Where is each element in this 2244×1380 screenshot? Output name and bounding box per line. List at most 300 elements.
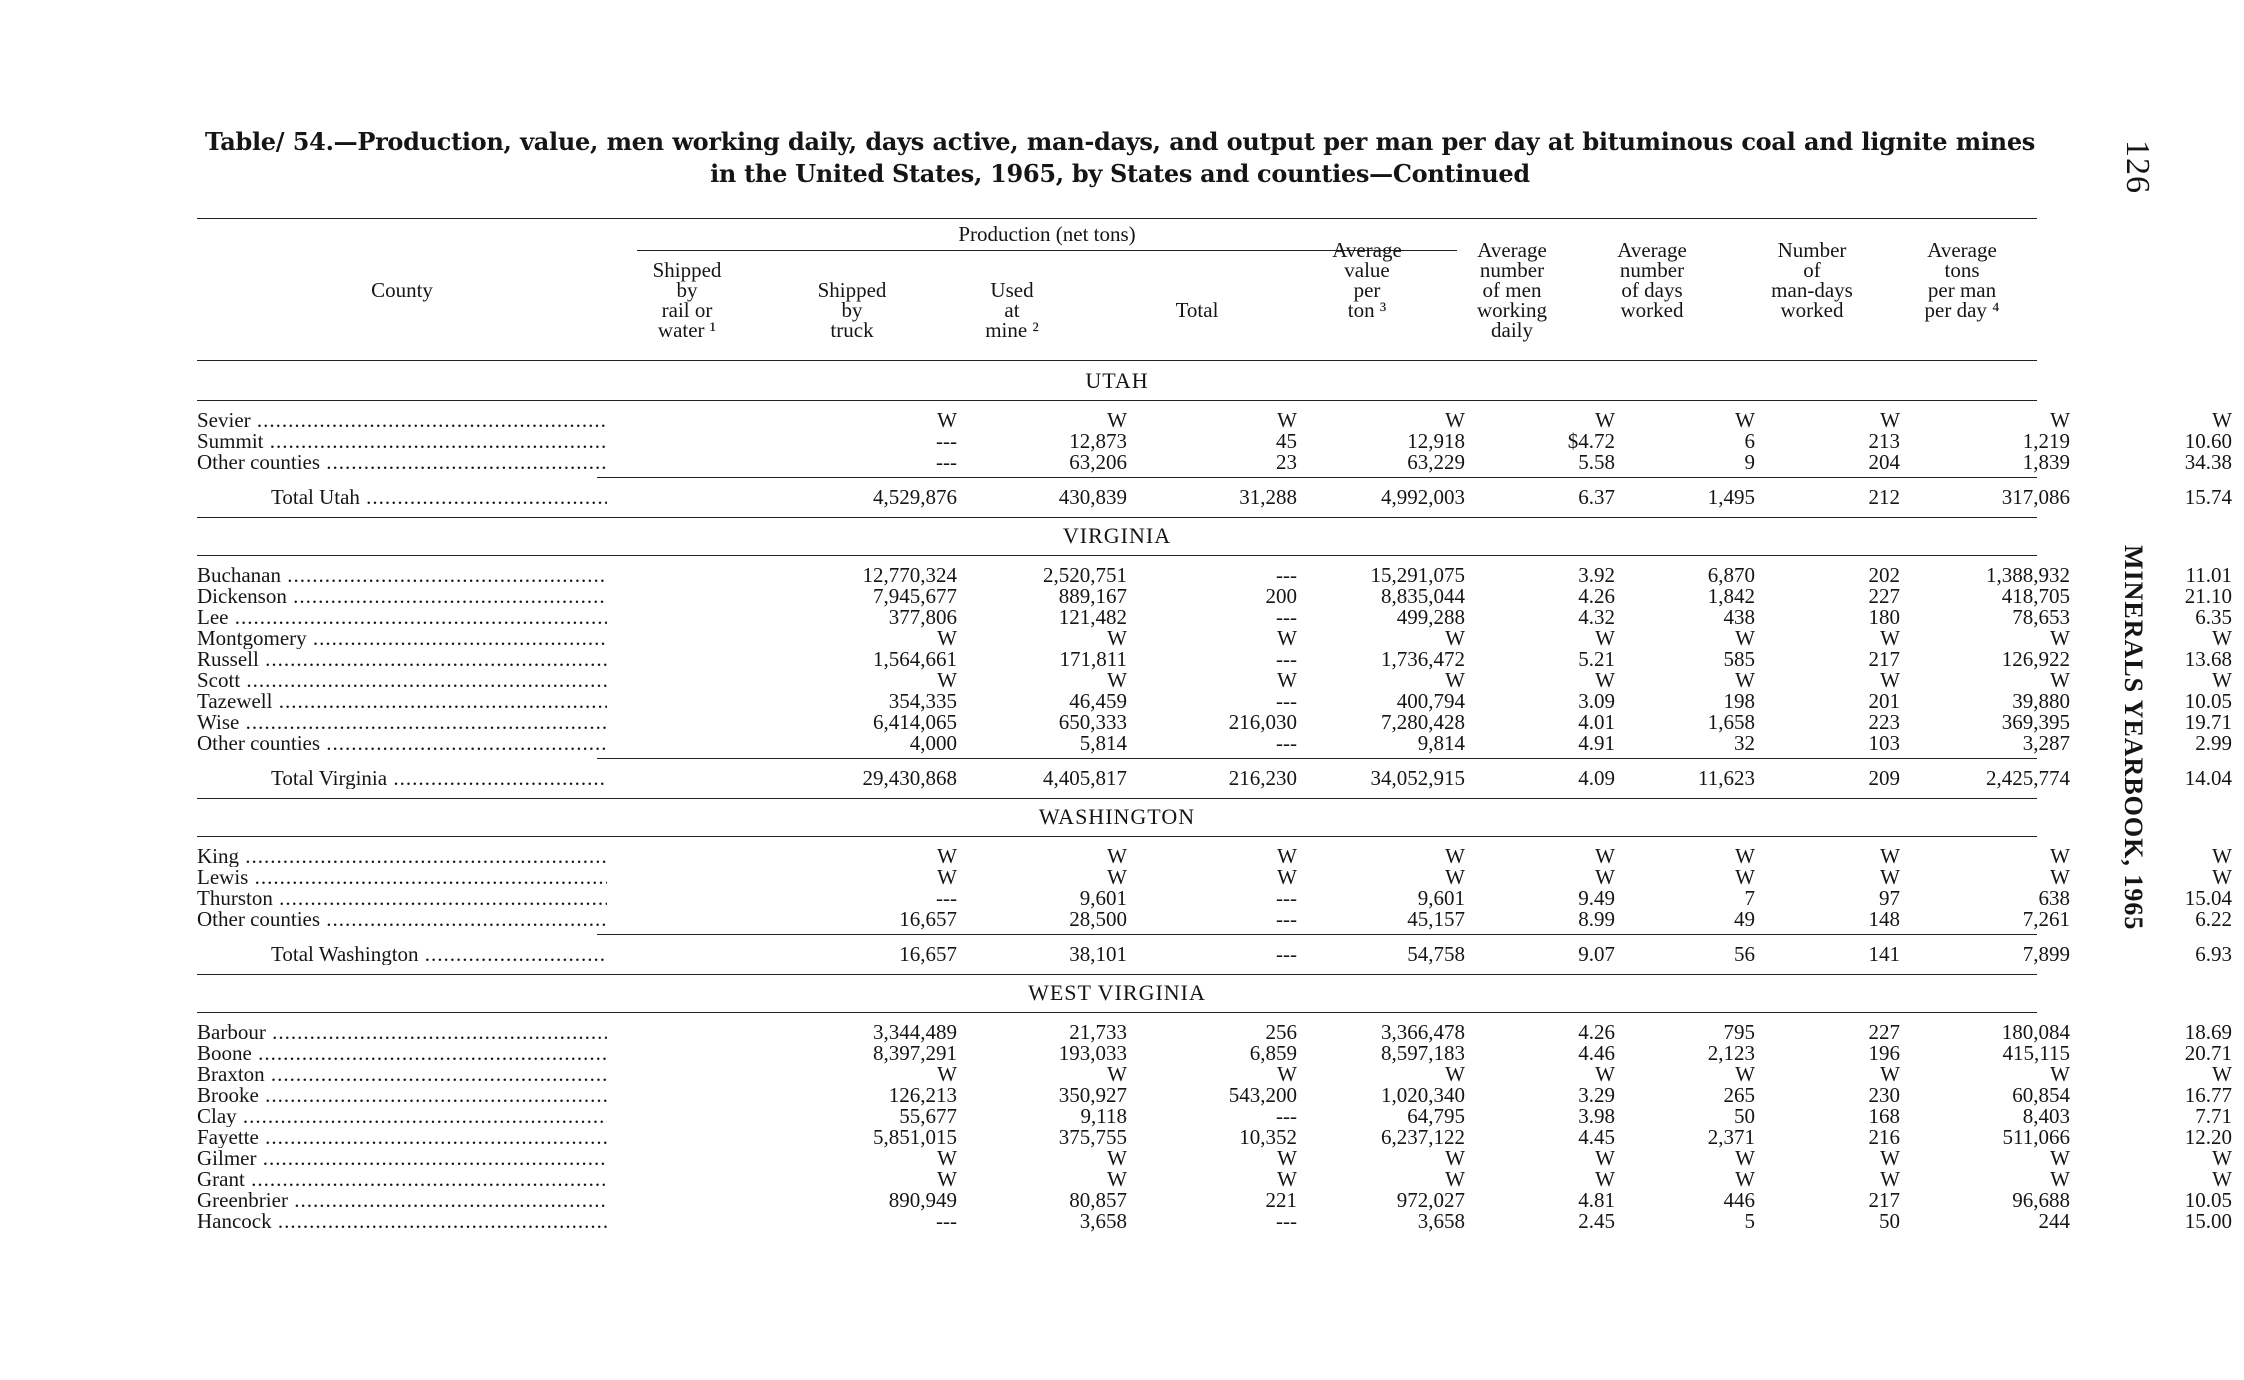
man-days-cell: 60,854 [2012, 1083, 2070, 1107]
total-cell: 7,280,428 [1381, 710, 1465, 734]
avg-days-cell: W [1880, 668, 1900, 692]
avg-value-cell: 4.26 [1578, 584, 1615, 608]
avg-men-cell: 56 [1734, 942, 1755, 966]
shipped-rail-cell: 29,430,868 [862, 766, 957, 790]
avg-value-cell: 2.45 [1578, 1209, 1615, 1233]
man-days-cell: 180,084 [2001, 1020, 2070, 1044]
subtotal-rule [597, 758, 2037, 759]
shipped-rail-cell: 4,000 [909, 731, 957, 755]
shipped-rail-cell: W [937, 1146, 957, 1170]
county-cell: Tazewell ..... [197, 691, 607, 712]
page-number: 126 [2119, 140, 2156, 194]
shipped-truck-cell: 4,405,817 [1043, 766, 1127, 790]
header-line: by [676, 278, 698, 302]
used-at-mine-cell: --- [1276, 689, 1297, 713]
tons-per-man-cell: 15.74 [2184, 485, 2232, 509]
avg-value-cell: 8.99 [1578, 907, 1615, 931]
shipped-rail-header [617, 260, 757, 340]
shipped-truck-cell: W [1107, 668, 1127, 692]
used-at-mine-cell: 31,288 [1239, 485, 1297, 509]
avg-value-cell: W [1595, 408, 1615, 432]
man-days-cell: 7,261 [2022, 907, 2070, 931]
shipped-rail-cell: 1,564,661 [873, 647, 957, 671]
avg-value-cell: 3.29 [1578, 1083, 1615, 1107]
avg-men-cell: 6,870 [1707, 563, 1755, 587]
county-cell: King ..... [197, 846, 607, 867]
avg-value-cell: 9.07 [1578, 942, 1615, 966]
county-cell: Grant ..... [197, 1169, 607, 1190]
shipped-truck-cell: 121,482 [1058, 605, 1127, 629]
avg-value-cell: 4.09 [1578, 766, 1615, 790]
shipped-truck-cell: W [1107, 1167, 1127, 1191]
tons-per-man-cell: 18.69 [2184, 1020, 2232, 1044]
shipped-rail-cell: --- [936, 886, 957, 910]
avg-days-cell: 217 [1868, 647, 1900, 671]
tons-per-man-cell: 6.22 [2195, 907, 2232, 931]
county-cell: Total Washington ..... [271, 944, 607, 965]
avg-value-cell: 9.49 [1578, 886, 1615, 910]
tons-per-man-cell: 12.20 [2184, 1125, 2232, 1149]
avg-men-cell: W [1735, 1167, 1755, 1191]
table-row [197, 1041, 2232, 1065]
avg-value-cell: 5.58 [1578, 450, 1615, 474]
avg-days-cell: 103 [1868, 731, 1900, 755]
shipped-truck-cell: 889,167 [1058, 584, 1127, 608]
table-row [197, 563, 2232, 587]
county-cell: Hancock ..... [197, 1211, 607, 1232]
avg-value-cell: 3.09 [1578, 689, 1615, 713]
avg-men-cell: W [1735, 865, 1755, 889]
man-days-cell: 126,922 [2001, 647, 2070, 671]
tons-per-man-cell: 10.05 [2184, 1188, 2232, 1212]
shipped-truck-cell: 430,839 [1058, 485, 1127, 509]
county-cell: Thurston ..... [197, 888, 607, 909]
total-cell: W [1445, 844, 1465, 868]
county-cell: Sevier ..... [197, 410, 607, 431]
table-row [197, 647, 2232, 671]
shipped-rail-cell: 8,397,291 [873, 1041, 957, 1065]
total-header [1097, 300, 1297, 320]
header-line: Total [1175, 298, 1219, 322]
avg-value-cell: 3.92 [1578, 563, 1615, 587]
man-days-cell: 1,388,932 [1986, 563, 2070, 587]
avg-men-cell: W [1735, 844, 1755, 868]
avg-days-cell: 217 [1868, 1188, 1900, 1212]
man-days-cell: 244 [2038, 1209, 2070, 1233]
county-cell: Barbour ..... [197, 1022, 607, 1043]
shipped-truck-cell: 80,857 [1069, 1188, 1127, 1212]
tons-per-man-cell: W [2212, 844, 2232, 868]
shipped-rail-cell: 6,414,065 [873, 710, 957, 734]
avg-value-header [1297, 240, 1437, 320]
avg-men-cell: 50 [1734, 1104, 1755, 1128]
table-title: Table/ 54.—Production, value, men working daily, days active, man-days, and output per man per day at bituminous coal and lignite mines in the United States, 1965, by States and counties—Continued [205, 127, 2035, 188]
total-cell: 15,291,075 [1370, 563, 1465, 587]
man-days-cell: 8,403 [2022, 1104, 2070, 1128]
used-at-mine-cell: --- [1276, 907, 1297, 931]
header-line: Average [1927, 238, 1997, 262]
avg-days-cell: 196 [1868, 1041, 1900, 1065]
county-header: County [371, 278, 433, 302]
used-at-mine-cell: W [1277, 865, 1297, 889]
avg-days-cell: 50 [1879, 1209, 1900, 1233]
used-at-mine-cell: --- [1276, 942, 1297, 966]
table-row [197, 886, 2232, 910]
table-row [197, 731, 2232, 755]
header-line: truck [830, 318, 874, 342]
total-cell: W [1445, 408, 1465, 432]
used-at-mine-cell: W [1277, 1167, 1297, 1191]
avg-men-cell: W [1735, 408, 1755, 432]
avg-days-cell: 97 [1879, 886, 1900, 910]
header-line: Average [1477, 238, 1547, 262]
table-row [197, 584, 2232, 608]
header-line: rail or [661, 298, 713, 322]
shipped-truck-cell: W [1107, 1062, 1127, 1086]
table-row [197, 865, 2232, 889]
total-cell: 9,814 [1417, 731, 1465, 755]
avg-days-cell: 168 [1868, 1104, 1900, 1128]
avg-men-cell: 265 [1723, 1083, 1755, 1107]
table-row [197, 1146, 2232, 1170]
avg-days-cell: W [1880, 1062, 1900, 1086]
shipped-truck-cell: 193,033 [1058, 1041, 1127, 1065]
state-heading: WEST VIRGINIA [1028, 980, 1206, 1005]
tons-per-man-cell: W [2212, 408, 2232, 432]
total-cell: 4,992,003 [1381, 485, 1465, 509]
avg-value-cell: W [1595, 865, 1615, 889]
shipped-truck-cell: 650,333 [1058, 710, 1127, 734]
shipped-rail-cell: W [937, 865, 957, 889]
shipped-rail-cell: 16,657 [899, 942, 957, 966]
total-row [197, 942, 2232, 966]
production-group-header: Production (net tons) [958, 222, 1136, 246]
table-row [197, 907, 2232, 931]
avg-men-cell: 1,842 [1707, 584, 1755, 608]
man-days-header [1737, 240, 1887, 320]
shipped-rail-cell: W [937, 844, 957, 868]
shipped-rail-cell: 7,945,677 [873, 584, 957, 608]
total-row [197, 485, 2232, 509]
man-days-cell: W [2050, 408, 2070, 432]
county-cell: Fayette ..... [197, 1127, 607, 1148]
header-line: of [1803, 258, 1821, 282]
subtotal-rule [597, 477, 2037, 478]
avg-men-cell: W [1735, 626, 1755, 650]
used-at-mine-cell: --- [1276, 563, 1297, 587]
total-cell: 54,758 [1407, 942, 1465, 966]
tons-per-man-cell: W [2212, 1167, 2232, 1191]
tons-per-man-cell: 19.71 [2184, 710, 2232, 734]
shipped-rail-cell: --- [936, 1209, 957, 1233]
man-days-cell: W [2050, 668, 2070, 692]
state-rule [197, 555, 2037, 556]
used-at-mine-cell: W [1277, 1146, 1297, 1170]
used-at-mine-cell: 221 [1265, 1188, 1297, 1212]
avg-value-cell: 4.32 [1578, 605, 1615, 629]
avg-days-cell: 230 [1868, 1083, 1900, 1107]
shipped-rail-cell: 55,677 [899, 1104, 957, 1128]
shipped-rail-cell: 126,213 [888, 1083, 957, 1107]
county-cell: Dickenson ..... [197, 586, 607, 607]
county-cell: Total Virginia ..... [271, 768, 607, 789]
avg-value-cell: $4.72 [1567, 429, 1615, 453]
county-cell: Other counties ..... [197, 452, 607, 473]
county-cell: Wise ..... [197, 712, 607, 733]
table-row [197, 844, 2232, 868]
shipped-rail-cell: W [937, 668, 957, 692]
total-cell: 6,237,122 [1381, 1125, 1465, 1149]
man-days-cell: W [2050, 626, 2070, 650]
total-cell: 45,157 [1407, 907, 1465, 931]
avg-days-cell: 209 [1868, 766, 1900, 790]
header-line: Average [1332, 238, 1402, 262]
table-row [197, 429, 2232, 453]
table-row [197, 1062, 2232, 1086]
used-at-mine-cell: 10,352 [1239, 1125, 1297, 1149]
header-line: Number [1777, 238, 1847, 262]
tons-per-man-cell: W [2212, 668, 2232, 692]
shipped-truck-cell: 2,520,751 [1043, 563, 1127, 587]
total-cell: 34,052,915 [1370, 766, 1465, 790]
avg-men-cell: 198 [1723, 689, 1755, 713]
total-cell: 12,918 [1407, 429, 1465, 453]
total-cell: 8,835,044 [1381, 584, 1465, 608]
avg-men-cell: 7 [1744, 886, 1755, 910]
tons-per-man-cell: 2.99 [2195, 731, 2232, 755]
shipped-rail-cell: W [937, 1062, 957, 1086]
man-days-cell: 1,219 [2022, 429, 2070, 453]
header-line: Used [990, 278, 1034, 302]
shipped-rail-cell: --- [936, 429, 957, 453]
total-cell: 64,795 [1407, 1104, 1465, 1128]
county-cell: Gilmer ..... [197, 1148, 607, 1169]
avg-days-cell: 213 [1868, 429, 1900, 453]
man-days-cell: 2,425,774 [1986, 766, 2070, 790]
man-days-cell: 638 [2038, 886, 2070, 910]
tons-per-man-cell: 6.93 [2195, 942, 2232, 966]
tons-per-man-cell: 20.71 [2184, 1041, 2232, 1065]
avg-days-cell: 201 [1868, 689, 1900, 713]
tons-per-man-cell: 10.05 [2184, 689, 2232, 713]
avg-men-cell: 2,371 [1707, 1125, 1755, 1149]
county-cell: Boone ..... [197, 1043, 607, 1064]
total-cell: 3,366,478 [1381, 1020, 1465, 1044]
header-line: of days [1621, 278, 1683, 302]
man-days-cell: W [2050, 1146, 2070, 1170]
shipped-rail-cell: 354,335 [888, 689, 957, 713]
county-cell: Scott ..... [197, 670, 607, 691]
avg-value-cell: W [1595, 1062, 1615, 1086]
avg-men-cell: 6 [1744, 429, 1755, 453]
used-at-mine-cell: 216,030 [1228, 710, 1297, 734]
tons-per-man-cell: 6.35 [2195, 605, 2232, 629]
shipped-truck-cell: 375,755 [1058, 1125, 1127, 1149]
avg-value-cell: W [1595, 626, 1615, 650]
avg-days-cell: 223 [1868, 710, 1900, 734]
shipped-truck-cell: 5,814 [1079, 731, 1127, 755]
avg-days-cell: 204 [1868, 450, 1900, 474]
used-at-mine-cell: 6,859 [1249, 1041, 1297, 1065]
avg-value-cell: 6.37 [1578, 485, 1615, 509]
man-days-cell: W [2050, 1062, 2070, 1086]
header-line: worked [1780, 298, 1844, 322]
county-cell: Lewis ..... [197, 867, 607, 888]
man-days-cell: 317,086 [2001, 485, 2070, 509]
used-at-mine-cell: 216,230 [1228, 766, 1297, 790]
shipped-truck-header [787, 280, 917, 340]
avg-value-cell: 4.91 [1578, 731, 1615, 755]
total-cell: W [1445, 626, 1465, 650]
tons-per-man-cell: 11.01 [2185, 563, 2232, 587]
county-cell: Buchanan ..... [197, 565, 607, 586]
man-days-cell: 96,688 [2012, 1188, 2070, 1212]
total-cell: W [1445, 668, 1465, 692]
tons-per-man-cell: 7.71 [2195, 1104, 2232, 1128]
avg-days-cell: W [1880, 1146, 1900, 1170]
county-cell: Braxton ..... [197, 1064, 607, 1085]
avg-days-cell: 212 [1868, 485, 1900, 509]
state-rule [197, 1012, 2037, 1013]
state-heading: WASHINGTON [1038, 804, 1196, 829]
section-end-rule [197, 517, 2037, 518]
table-row [197, 605, 2232, 629]
avg-men-cell: 795 [1723, 1020, 1755, 1044]
shipped-truck-cell: 38,101 [1069, 942, 1127, 966]
section-end-rule [197, 798, 2037, 799]
shipped-truck-cell: 9,118 [1080, 1104, 1127, 1128]
table-row [197, 668, 2232, 692]
avg-days-cell: 202 [1868, 563, 1900, 587]
avg-value-cell: 4.01 [1578, 710, 1615, 734]
county-cell: Montgomery ..... [197, 628, 607, 649]
used-at-mine-cell: 200 [1265, 584, 1297, 608]
avg-men-cell: 585 [1723, 647, 1755, 671]
table-row [197, 1083, 2232, 1107]
county-cell: Other counties ..... [197, 733, 607, 754]
man-days-cell: 1,839 [2022, 450, 2070, 474]
table-row [197, 1188, 2232, 1212]
avg-days-cell: 148 [1868, 907, 1900, 931]
tons-per-man-cell: 15.00 [2184, 1209, 2232, 1233]
shipped-truck-cell: W [1107, 865, 1127, 889]
total-row [197, 766, 2232, 790]
tons-per-man-cell: 13.68 [2184, 647, 2232, 671]
header-line: tons [1944, 258, 1980, 282]
used-at-mine-cell: --- [1276, 1104, 1297, 1128]
table-row [197, 626, 2232, 650]
shipped-rail-cell: 16,657 [899, 907, 957, 931]
state-heading: VIRGINIA [1062, 523, 1172, 548]
avg-days-header [1577, 240, 1727, 320]
avg-days-cell: 227 [1868, 584, 1900, 608]
avg-value-cell: 4.81 [1578, 1188, 1615, 1212]
shipped-rail-cell: 5,851,015 [873, 1125, 957, 1149]
shipped-rail-cell: 377,806 [888, 605, 957, 629]
shipped-rail-cell: W [937, 408, 957, 432]
shipped-truck-cell: 9,601 [1079, 886, 1127, 910]
shipped-truck-cell: 46,459 [1069, 689, 1127, 713]
county-cell: Other counties ..... [197, 909, 607, 930]
man-days-cell: 418,705 [2001, 584, 2070, 608]
header-line: man-days [1771, 278, 1853, 302]
tons-per-man-cell: 10.60 [2184, 429, 2232, 453]
man-days-cell: 39,880 [2012, 689, 2070, 713]
man-days-cell: 78,653 [2012, 605, 2070, 629]
header-line: Average [1617, 238, 1687, 262]
tons-per-man-header [1887, 240, 2037, 320]
avg-days-cell: 227 [1868, 1020, 1900, 1044]
table-row [197, 408, 2232, 432]
header-line: per [1353, 278, 1381, 302]
avg-men-cell: 438 [1723, 605, 1755, 629]
header-line: at [1004, 298, 1020, 322]
tons-per-man-cell: W [2212, 865, 2232, 889]
man-days-cell: W [2050, 1167, 2070, 1191]
avg-men-cell: 446 [1723, 1188, 1755, 1212]
used-at-mine-cell: W [1277, 844, 1297, 868]
used-at-mine-cell: 543,200 [1228, 1083, 1297, 1107]
shipped-truck-cell: 3,658 [1079, 1209, 1127, 1233]
table-row [197, 689, 2232, 713]
header-line: Shipped [652, 258, 722, 282]
header-line: Shipped [817, 278, 887, 302]
avg-days-cell: 141 [1868, 942, 1900, 966]
shipped-rail-cell: W [937, 1167, 957, 1191]
county-cell: Summit ..... [197, 431, 607, 452]
header-bottom-rule [197, 360, 2037, 361]
total-cell: 1,020,340 [1381, 1083, 1465, 1107]
avg-days-cell: W [1880, 844, 1900, 868]
total-cell: W [1445, 1062, 1465, 1086]
header-line: number [1619, 258, 1685, 282]
shipped-truck-cell: 28,500 [1069, 907, 1127, 931]
avg-men-header [1437, 240, 1587, 340]
shipped-rail-cell: 4,529,876 [873, 485, 957, 509]
state-rule [197, 400, 2037, 401]
shipped-rail-cell: 12,770,324 [862, 563, 957, 587]
shipped-truck-cell: W [1107, 408, 1127, 432]
table-row [197, 450, 2232, 474]
tons-per-man-cell: 16.77 [2184, 1083, 2232, 1107]
header-line: ton ³ [1347, 298, 1387, 322]
avg-men-cell: W [1735, 1146, 1755, 1170]
man-days-cell: 415,115 [2002, 1041, 2070, 1065]
header-line: per man [1927, 278, 1997, 302]
used-at-mine-cell: --- [1276, 1209, 1297, 1233]
avg-men-cell: 11,623 [1698, 766, 1755, 790]
section-end-rule [197, 974, 2037, 975]
tons-per-man-cell: W [2212, 1062, 2232, 1086]
county-cell: Clay ..... [197, 1106, 607, 1127]
shipped-rail-cell: W [937, 626, 957, 650]
header-line: mine ² [985, 318, 1039, 342]
header-line: per day ⁴ [1924, 298, 2000, 322]
header-line: water ¹ [657, 318, 717, 342]
shipped-truck-cell: W [1107, 626, 1127, 650]
total-cell: W [1445, 1146, 1465, 1170]
avg-value-cell: W [1595, 844, 1615, 868]
header-line: working [1477, 298, 1547, 322]
avg-men-cell: 1,658 [1707, 710, 1755, 734]
man-days-cell: 369,395 [2001, 710, 2070, 734]
subtotal-rule [597, 934, 2037, 935]
table-row [197, 710, 2232, 734]
avg-men-cell: W [1735, 668, 1755, 692]
header-line: daily [1491, 318, 1533, 342]
header-line: number [1479, 258, 1545, 282]
used-at-mine-cell: W [1277, 1062, 1297, 1086]
